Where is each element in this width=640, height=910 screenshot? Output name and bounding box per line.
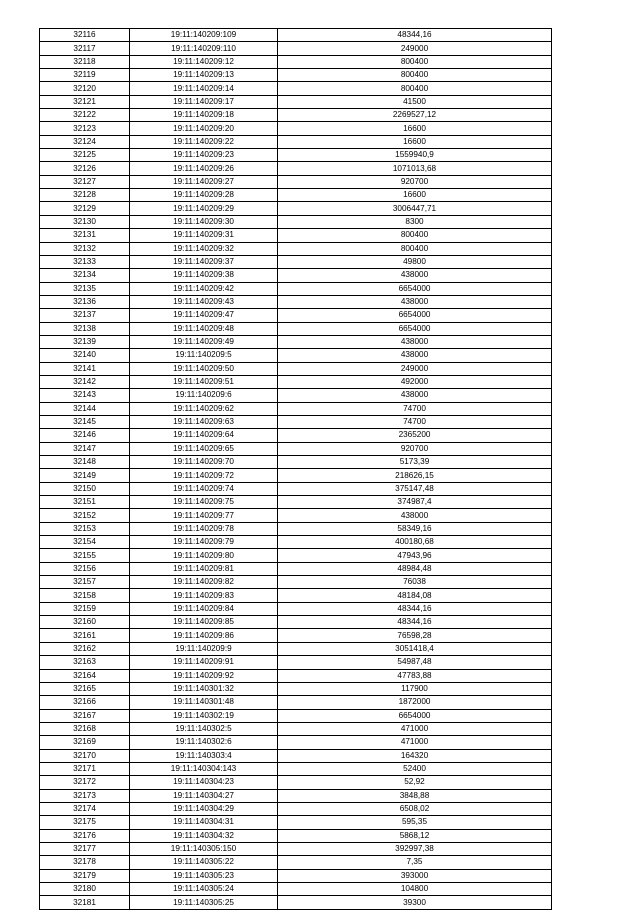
cadastral-number-cell: 19:11:140305:23 <box>130 869 278 882</box>
table-row <box>40 375 552 388</box>
cadastral-number-cell: 19:11:140209:91 <box>130 656 278 669</box>
table-row <box>40 536 552 549</box>
cadastral-number-cell: 19:11:140209:31 <box>130 229 278 242</box>
table-row <box>40 749 552 762</box>
value-cell: 52,92 <box>278 776 552 789</box>
value-cell: 400180,68 <box>278 536 552 549</box>
table-row <box>40 402 552 415</box>
value-cell: 438000 <box>278 269 552 282</box>
table-row <box>40 282 552 295</box>
cadastral-number-cell: 19:11:140305:24 <box>130 883 278 896</box>
cadastral-number-cell: 19:11:140209:63 <box>130 415 278 428</box>
value-cell: 48984,48 <box>278 562 552 575</box>
cadastral-number-cell: 19:11:140209:47 <box>130 309 278 322</box>
table-row <box>40 149 552 162</box>
table-row <box>40 602 552 615</box>
value-cell: 438000 <box>278 509 552 522</box>
value-cell: 393000 <box>278 869 552 882</box>
row-number-cell: 32130 <box>40 215 130 228</box>
table-row <box>40 255 552 268</box>
table-row <box>40 829 552 842</box>
table-row <box>40 482 552 495</box>
value-cell: 800400 <box>278 229 552 242</box>
cadastral-number-cell: 19:11:140209:38 <box>130 269 278 282</box>
table-row <box>40 95 552 108</box>
cadastral-number-cell: 19:11:140209:77 <box>130 509 278 522</box>
table-row <box>40 42 552 55</box>
row-number-cell: 32161 <box>40 629 130 642</box>
value-cell: 438000 <box>278 335 552 348</box>
row-number-cell: 32126 <box>40 162 130 175</box>
cadastral-number-cell: 19:11:140209:80 <box>130 549 278 562</box>
row-number-cell: 32170 <box>40 749 130 762</box>
value-cell: 800400 <box>278 82 552 95</box>
table-row <box>40 496 552 509</box>
cadastral-number-cell: 19:11:140209:27 <box>130 175 278 188</box>
table-row <box>40 429 552 442</box>
cadastral-number-cell: 19:11:140209:86 <box>130 629 278 642</box>
row-number-cell: 32129 <box>40 202 130 215</box>
value-cell: 218626,15 <box>278 469 552 482</box>
row-number-cell: 32150 <box>40 482 130 495</box>
cadastral-number-cell: 19:11:140304:29 <box>130 802 278 815</box>
cadastral-number-cell: 19:11:140209:28 <box>130 189 278 202</box>
table-row <box>40 762 552 775</box>
row-number-cell: 32156 <box>40 562 130 575</box>
row-number-cell: 32144 <box>40 402 130 415</box>
cadastral-number-cell: 19:11:140209:30 <box>130 215 278 228</box>
table-row <box>40 856 552 869</box>
value-cell: 6654000 <box>278 322 552 335</box>
cadastral-number-cell: 19:11:140209:42 <box>130 282 278 295</box>
cadastral-number-cell: 19:11:140209:49 <box>130 335 278 348</box>
row-number-cell: 32149 <box>40 469 130 482</box>
row-number-cell: 32172 <box>40 776 130 789</box>
cadastral-number-cell: 19:11:140209:50 <box>130 362 278 375</box>
cadastral-number-cell: 19:11:140304:31 <box>130 816 278 829</box>
cadastral-number-cell: 19:11:140209:20 <box>130 122 278 135</box>
table-row <box>40 229 552 242</box>
row-number-cell: 32121 <box>40 95 130 108</box>
row-number-cell: 32180 <box>40 883 130 896</box>
cadastral-number-cell: 19:11:140209:22 <box>130 135 278 148</box>
cadastral-number-cell: 19:11:140303:4 <box>130 749 278 762</box>
table-row <box>40 335 552 348</box>
value-cell: 392997,38 <box>278 842 552 855</box>
row-number-cell: 32176 <box>40 829 130 842</box>
table-row <box>40 589 552 602</box>
table-row <box>40 122 552 135</box>
table-row <box>40 415 552 428</box>
value-cell: 7,35 <box>278 856 552 869</box>
table-row <box>40 802 552 815</box>
row-number-cell: 32175 <box>40 816 130 829</box>
table-row <box>40 522 552 535</box>
value-cell: 47783,88 <box>278 669 552 682</box>
row-number-cell: 32119 <box>40 69 130 82</box>
value-cell: 1872000 <box>278 696 552 709</box>
value-cell: 16600 <box>278 122 552 135</box>
table-row <box>40 109 552 122</box>
value-cell: 16600 <box>278 135 552 148</box>
cadastral-number-cell: 19:11:140209:43 <box>130 295 278 308</box>
row-number-cell: 32127 <box>40 175 130 188</box>
row-number-cell: 32141 <box>40 362 130 375</box>
value-cell: 39300 <box>278 896 552 909</box>
value-cell: 6654000 <box>278 309 552 322</box>
cadastral-number-cell: 19:11:140209:9 <box>130 642 278 655</box>
cadastral-number-cell: 19:11:140209:85 <box>130 616 278 629</box>
row-number-cell: 32139 <box>40 335 130 348</box>
value-cell: 76598,28 <box>278 629 552 642</box>
table-row <box>40 616 552 629</box>
cadastral-number-cell: 19:11:140209:62 <box>130 402 278 415</box>
cadastral-number-cell: 19:11:140301:32 <box>130 682 278 695</box>
cadastral-number-cell: 19:11:140209:26 <box>130 162 278 175</box>
row-number-cell: 32138 <box>40 322 130 335</box>
row-number-cell: 32147 <box>40 442 130 455</box>
value-cell: 48184,08 <box>278 589 552 602</box>
table-row <box>40 789 552 802</box>
cadastral-number-cell: 19:11:140305:22 <box>130 856 278 869</box>
value-cell: 438000 <box>278 295 552 308</box>
row-number-cell: 32165 <box>40 682 130 695</box>
row-number-cell: 32132 <box>40 242 130 255</box>
table-row <box>40 442 552 455</box>
value-cell: 6508,02 <box>278 802 552 815</box>
table-row <box>40 776 552 789</box>
table-row <box>40 135 552 148</box>
cadastral-number-cell: 19:11:140209:92 <box>130 669 278 682</box>
table-body <box>40 29 552 910</box>
table-row <box>40 215 552 228</box>
table-row <box>40 669 552 682</box>
row-number-cell: 32162 <box>40 642 130 655</box>
table-row <box>40 883 552 896</box>
row-number-cell: 32125 <box>40 149 130 162</box>
table-row <box>40 269 552 282</box>
table-row <box>40 389 552 402</box>
row-number-cell: 32145 <box>40 415 130 428</box>
cadastral-number-cell: 19:11:140305:25 <box>130 896 278 909</box>
row-number-cell: 32120 <box>40 82 130 95</box>
table-row <box>40 642 552 655</box>
value-cell: 438000 <box>278 349 552 362</box>
row-number-cell: 32169 <box>40 736 130 749</box>
table-row <box>40 469 552 482</box>
table-row <box>40 175 552 188</box>
cadastral-number-cell: 19:11:140209:18 <box>130 109 278 122</box>
row-number-cell: 32158 <box>40 589 130 602</box>
table-row <box>40 682 552 695</box>
cadastral-number-cell: 19:11:140209:29 <box>130 202 278 215</box>
row-number-cell: 32167 <box>40 709 130 722</box>
row-number-cell: 32122 <box>40 109 130 122</box>
value-cell: 920700 <box>278 175 552 188</box>
cadastral-number-cell: 19:11:140209:79 <box>130 536 278 549</box>
row-number-cell: 32146 <box>40 429 130 442</box>
cadastral-number-cell: 19:11:140209:82 <box>130 576 278 589</box>
table-row <box>40 82 552 95</box>
row-number-cell: 32131 <box>40 229 130 242</box>
cadastral-number-cell: 19:11:140302:6 <box>130 736 278 749</box>
table-row <box>40 869 552 882</box>
value-cell: 48344,16 <box>278 616 552 629</box>
row-number-cell: 32152 <box>40 509 130 522</box>
table-row <box>40 295 552 308</box>
table-row <box>40 456 552 469</box>
row-number-cell: 32135 <box>40 282 130 295</box>
value-cell: 48344,16 <box>278 602 552 615</box>
value-cell: 3006447,71 <box>278 202 552 215</box>
value-cell: 74700 <box>278 415 552 428</box>
table-row <box>40 896 552 909</box>
value-cell: 1559940,9 <box>278 149 552 162</box>
cadastral-number-cell: 19:11:140301:48 <box>130 696 278 709</box>
row-number-cell: 32133 <box>40 255 130 268</box>
value-cell: 800400 <box>278 242 552 255</box>
table-row <box>40 736 552 749</box>
value-cell: 5173,39 <box>278 456 552 469</box>
cadastral-number-cell: 19:11:140305:150 <box>130 842 278 855</box>
value-cell: 117900 <box>278 682 552 695</box>
value-cell: 6654000 <box>278 282 552 295</box>
table-row <box>40 69 552 82</box>
value-cell: 52400 <box>278 762 552 775</box>
row-number-cell: 32136 <box>40 295 130 308</box>
value-cell: 3051418,4 <box>278 642 552 655</box>
table-row <box>40 656 552 669</box>
row-number-cell: 32134 <box>40 269 130 282</box>
row-number-cell: 32154 <box>40 536 130 549</box>
value-cell: 8300 <box>278 215 552 228</box>
row-number-cell: 32171 <box>40 762 130 775</box>
table-row <box>40 576 552 589</box>
table-row <box>40 509 552 522</box>
value-cell: 16600 <box>278 189 552 202</box>
row-number-cell: 32117 <box>40 42 130 55</box>
cadastral-number-cell: 19:11:140209:51 <box>130 375 278 388</box>
table-row <box>40 349 552 362</box>
value-cell: 375147,48 <box>278 482 552 495</box>
cadastral-number-cell: 19:11:140209:70 <box>130 456 278 469</box>
table-row <box>40 842 552 855</box>
row-number-cell: 32140 <box>40 349 130 362</box>
table-row <box>40 309 552 322</box>
value-cell: 5868,12 <box>278 829 552 842</box>
data-table <box>39 28 552 910</box>
table-row <box>40 202 552 215</box>
row-number-cell: 32174 <box>40 802 130 815</box>
row-number-cell: 32164 <box>40 669 130 682</box>
cadastral-number-cell: 19:11:140209:109 <box>130 29 278 42</box>
row-number-cell: 32148 <box>40 456 130 469</box>
table-row <box>40 722 552 735</box>
cadastral-number-cell: 19:11:140209:72 <box>130 469 278 482</box>
cadastral-number-cell: 19:11:140209:84 <box>130 602 278 615</box>
cadastral-number-cell: 19:11:140304:27 <box>130 789 278 802</box>
value-cell: 471000 <box>278 736 552 749</box>
row-number-cell: 32116 <box>40 29 130 42</box>
value-cell: 374987,4 <box>278 496 552 509</box>
table-row <box>40 562 552 575</box>
value-cell: 58349,16 <box>278 522 552 535</box>
cadastral-number-cell: 19:11:140209:75 <box>130 496 278 509</box>
value-cell: 249000 <box>278 362 552 375</box>
row-number-cell: 32155 <box>40 549 130 562</box>
value-cell: 2365200 <box>278 429 552 442</box>
value-cell: 3848,88 <box>278 789 552 802</box>
row-number-cell: 32151 <box>40 496 130 509</box>
value-cell: 104800 <box>278 883 552 896</box>
table-row <box>40 709 552 722</box>
table-row <box>40 55 552 68</box>
cadastral-number-cell: 19:11:140209:5 <box>130 349 278 362</box>
cadastral-number-cell: 19:11:140304:32 <box>130 829 278 842</box>
value-cell: 471000 <box>278 722 552 735</box>
cadastral-number-cell: 19:11:140209:65 <box>130 442 278 455</box>
value-cell: 800400 <box>278 69 552 82</box>
table-row <box>40 696 552 709</box>
row-number-cell: 32173 <box>40 789 130 802</box>
table-row <box>40 362 552 375</box>
row-number-cell: 32142 <box>40 375 130 388</box>
value-cell: 47943,96 <box>278 549 552 562</box>
row-number-cell: 32163 <box>40 656 130 669</box>
row-number-cell: 32181 <box>40 896 130 909</box>
cadastral-number-cell: 19:11:140209:83 <box>130 589 278 602</box>
row-number-cell: 32166 <box>40 696 130 709</box>
table-row <box>40 629 552 642</box>
row-number-cell: 32159 <box>40 602 130 615</box>
cadastral-number-cell: 19:11:140209:23 <box>130 149 278 162</box>
table-row <box>40 29 552 42</box>
cadastral-number-cell: 19:11:140209:14 <box>130 82 278 95</box>
table-row <box>40 242 552 255</box>
row-number-cell: 32118 <box>40 55 130 68</box>
value-cell: 595,35 <box>278 816 552 829</box>
value-cell: 49800 <box>278 255 552 268</box>
value-cell: 164320 <box>278 749 552 762</box>
cadastral-number-cell: 19:11:140209:81 <box>130 562 278 575</box>
row-number-cell: 32124 <box>40 135 130 148</box>
cadastral-number-cell: 19:11:140209:78 <box>130 522 278 535</box>
value-cell: 74700 <box>278 402 552 415</box>
cadastral-number-cell: 19:11:140209:12 <box>130 55 278 68</box>
cadastral-number-cell: 19:11:140302:19 <box>130 709 278 722</box>
row-number-cell: 32143 <box>40 389 130 402</box>
row-number-cell: 32157 <box>40 576 130 589</box>
row-number-cell: 32178 <box>40 856 130 869</box>
cadastral-number-cell: 19:11:140209:74 <box>130 482 278 495</box>
table-row <box>40 816 552 829</box>
row-number-cell: 32137 <box>40 309 130 322</box>
value-cell: 1071013,68 <box>278 162 552 175</box>
value-cell: 920700 <box>278 442 552 455</box>
cadastral-number-cell: 19:11:140304:143 <box>130 762 278 775</box>
cadastral-number-cell: 19:11:140209:37 <box>130 255 278 268</box>
table-row <box>40 549 552 562</box>
row-number-cell: 32153 <box>40 522 130 535</box>
cadastral-number-cell: 19:11:140302:5 <box>130 722 278 735</box>
row-number-cell: 32179 <box>40 869 130 882</box>
cadastral-number-cell: 19:11:140209:110 <box>130 42 278 55</box>
cadastral-number-cell: 19:11:140209:17 <box>130 95 278 108</box>
value-cell: 249000 <box>278 42 552 55</box>
value-cell: 2269527,12 <box>278 109 552 122</box>
cadastral-number-cell: 19:11:140209:32 <box>130 242 278 255</box>
value-cell: 76038 <box>278 576 552 589</box>
value-cell: 48344,16 <box>278 29 552 42</box>
cadastral-number-cell: 19:11:140209:13 <box>130 69 278 82</box>
row-number-cell: 32168 <box>40 722 130 735</box>
cadastral-number-cell: 19:11:140209:48 <box>130 322 278 335</box>
value-cell: 492000 <box>278 375 552 388</box>
value-cell: 800400 <box>278 55 552 68</box>
table-row <box>40 322 552 335</box>
value-cell: 41500 <box>278 95 552 108</box>
row-number-cell: 32160 <box>40 616 130 629</box>
cadastral-number-cell: 19:11:140209:64 <box>130 429 278 442</box>
row-number-cell: 32177 <box>40 842 130 855</box>
row-number-cell: 32123 <box>40 122 130 135</box>
cadastral-number-cell: 19:11:140209:6 <box>130 389 278 402</box>
value-cell: 54987,48 <box>278 656 552 669</box>
value-cell: 6654000 <box>278 709 552 722</box>
table-row <box>40 189 552 202</box>
row-number-cell: 32128 <box>40 189 130 202</box>
cadastral-number-cell: 19:11:140304:23 <box>130 776 278 789</box>
value-cell: 438000 <box>278 389 552 402</box>
table-row <box>40 162 552 175</box>
